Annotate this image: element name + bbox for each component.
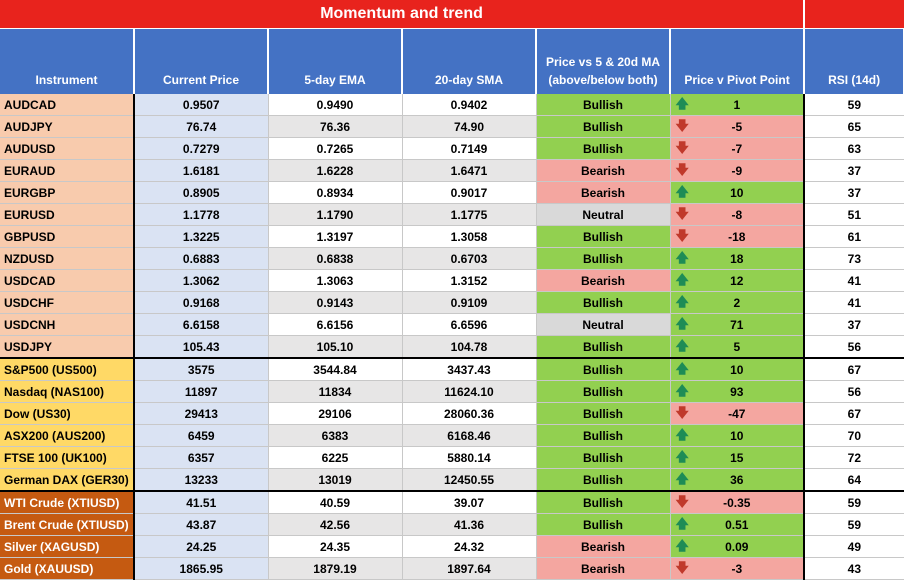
ema-cell: 105.10 — [268, 336, 402, 359]
pivot-value: 0.51 — [725, 517, 749, 532]
ma-signal-cell: Bearish — [536, 160, 670, 182]
header-instrument[interactable]: Instrument — [0, 29, 134, 95]
pivot-cell — [670, 204, 804, 226]
sma-cell: 0.9017 — [402, 182, 536, 204]
table-row[interactable] — [0, 226, 904, 248]
pivot-value: 36 — [730, 472, 744, 487]
ema-cell: 6.6156 — [268, 314, 402, 336]
ma-signal-cell: Bullish — [536, 336, 670, 359]
ma-signal-cell: Bearish — [536, 270, 670, 292]
current-price-cell: 0.6883 — [134, 248, 268, 270]
ema-cell: 0.8934 — [268, 182, 402, 204]
current-price-cell: 0.8905 — [134, 182, 268, 204]
instrument-cell: EURAUD — [0, 160, 134, 182]
current-price-cell: 76.74 — [134, 116, 268, 138]
title-filler — [804, 0, 904, 29]
table-row[interactable] — [0, 204, 904, 226]
pivot-value: -7 — [731, 141, 743, 156]
ma-signal-cell: Neutral — [536, 204, 670, 226]
current-price-cell: 1.1778 — [134, 204, 268, 226]
table-row[interactable] — [0, 491, 904, 514]
sma-cell: 5880.14 — [402, 447, 536, 469]
arrow-down-icon: 🡇 — [675, 206, 689, 221]
table-row[interactable] — [0, 403, 904, 425]
arrow-up-icon: 🡅 — [675, 538, 689, 553]
rsi-cell: 51 — [804, 204, 904, 226]
pivot-cell — [670, 292, 804, 314]
pivot-cell — [670, 226, 804, 248]
current-price-cell: 6.6158 — [134, 314, 268, 336]
table-row[interactable] — [0, 314, 904, 336]
table-row[interactable] — [0, 116, 904, 138]
table-row[interactable] — [0, 292, 904, 314]
sma-cell: 6168.46 — [402, 425, 536, 447]
pivot-cell — [670, 138, 804, 160]
table-row[interactable] — [0, 182, 904, 204]
ma-signal-cell: Bullish — [536, 292, 670, 314]
current-price-cell: 1.3225 — [134, 226, 268, 248]
rsi-cell: 37 — [804, 182, 904, 204]
table-row[interactable] — [0, 447, 904, 469]
pivot-cell — [670, 358, 804, 381]
current-price-cell: 41.51 — [134, 491, 268, 514]
ema-cell: 6225 — [268, 447, 402, 469]
rsi-cell: 59 — [804, 491, 904, 514]
pivot-value: 10 — [730, 362, 744, 377]
ma-signal-cell: Bullish — [536, 116, 670, 138]
pivot-cell — [670, 336, 804, 359]
instrument-cell: Dow (US30) — [0, 403, 134, 425]
pivot-value: 10 — [730, 428, 744, 443]
ema-cell: 1.3063 — [268, 270, 402, 292]
ema-cell: 1879.19 — [268, 558, 402, 580]
pivot-value: -3 — [731, 561, 743, 576]
arrow-up-icon: 🡅 — [675, 471, 689, 486]
sma-cell: 11624.10 — [402, 381, 536, 403]
ma-signal-cell: Bullish — [536, 514, 670, 536]
ma-signal-cell: Bullish — [536, 447, 670, 469]
instrument-cell: USDCAD — [0, 270, 134, 292]
ma-signal-cell: Bullish — [536, 403, 670, 425]
pivot-value: 12 — [730, 273, 744, 288]
header-20day-sma[interactable]: 20-day SMA — [402, 29, 536, 95]
ma-signal-cell: Bullish — [536, 226, 670, 248]
header-5day-ema[interactable]: 5-day EMA — [268, 29, 402, 95]
pivot-cell — [670, 116, 804, 138]
instrument-cell: AUDUSD — [0, 138, 134, 160]
ma-signal-cell: Bullish — [536, 491, 670, 514]
ema-cell: 6383 — [268, 425, 402, 447]
table-row[interactable] — [0, 160, 904, 182]
current-price-cell: 0.9168 — [134, 292, 268, 314]
header-price-vs-ma-line2: (above/below both) — [548, 73, 658, 87]
sma-cell: 39.07 — [402, 491, 536, 514]
pivot-value: -0.35 — [723, 495, 751, 510]
table-row[interactable] — [0, 270, 904, 292]
pivot-value: 2 — [733, 295, 741, 310]
sma-cell: 1.1775 — [402, 204, 536, 226]
pivot-cell — [670, 447, 804, 469]
ma-signal-cell: Bullish — [536, 469, 670, 492]
ma-signal-cell: Bullish — [536, 248, 670, 270]
instrument-cell: EURGBP — [0, 182, 134, 204]
instrument-cell: NZDUSD — [0, 248, 134, 270]
table-row[interactable] — [0, 514, 904, 536]
pivot-value: -18 — [728, 229, 746, 244]
rsi-cell: 70 — [804, 425, 904, 447]
current-price-cell: 6357 — [134, 447, 268, 469]
ema-cell: 3544.84 — [268, 358, 402, 381]
ema-cell: 76.36 — [268, 116, 402, 138]
pivot-cell — [670, 558, 804, 580]
sma-cell: 104.78 — [402, 336, 536, 359]
arrow-up-icon: 🡅 — [675, 361, 689, 376]
pivot-cell — [670, 94, 804, 116]
rsi-cell: 37 — [804, 160, 904, 182]
ma-signal-cell: Bullish — [536, 381, 670, 403]
arrow-down-icon: 🡇 — [675, 560, 689, 575]
arrow-down-icon: 🡇 — [675, 405, 689, 420]
pivot-cell — [670, 491, 804, 514]
arrow-up-icon: 🡅 — [675, 96, 689, 111]
sma-cell: 0.9109 — [402, 292, 536, 314]
ema-cell: 1.3197 — [268, 226, 402, 248]
sma-cell: 1897.64 — [402, 558, 536, 580]
pivot-value: 1 — [733, 97, 741, 112]
ma-signal-cell: Bullish — [536, 138, 670, 160]
rsi-cell: 72 — [804, 447, 904, 469]
arrow-up-icon: 🡅 — [675, 272, 689, 287]
instrument-cell: USDCHF — [0, 292, 134, 314]
instrument-cell: GBPUSD — [0, 226, 134, 248]
pivot-cell — [670, 403, 804, 425]
rsi-cell: 37 — [804, 314, 904, 336]
rsi-cell: 56 — [804, 336, 904, 359]
rsi-cell: 49 — [804, 536, 904, 558]
instrument-cell: AUDCAD — [0, 94, 134, 116]
arrow-up-icon: 🡅 — [675, 338, 689, 353]
pivot-value: -9 — [731, 163, 743, 178]
ema-cell: 13019 — [268, 469, 402, 492]
header-price-vs-ma-line1: Price vs 5 & 20d MA — [545, 55, 661, 69]
header-price-vs-pivot[interactable]: Price v Pivot Point — [670, 29, 804, 95]
current-price-cell: 105.43 — [134, 336, 268, 359]
header-rsi[interactable]: RSI (14d) — [804, 29, 904, 95]
pivot-value: 18 — [730, 251, 744, 266]
ma-signal-cell: Bullish — [536, 425, 670, 447]
instrument-cell: AUDJPY — [0, 116, 134, 138]
pivot-value: -8 — [731, 207, 743, 222]
pivot-value: -47 — [728, 406, 746, 421]
pivot-value: 93 — [730, 384, 744, 399]
sma-cell: 1.3058 — [402, 226, 536, 248]
pivot-value: 10 — [730, 185, 744, 200]
pivot-value: 15 — [730, 450, 744, 465]
table-row[interactable] — [0, 558, 904, 580]
pivot-cell — [670, 425, 804, 447]
table-title: Momentum and trend — [0, 0, 804, 29]
ema-cell: 0.9143 — [268, 292, 402, 314]
current-price-cell: 29413 — [134, 403, 268, 425]
table-row[interactable] — [0, 469, 904, 492]
rsi-cell: 73 — [804, 248, 904, 270]
pivot-value: 5 — [733, 339, 741, 354]
table-row[interactable] — [0, 358, 904, 381]
arrow-up-icon: 🡅 — [675, 184, 689, 199]
current-price-cell: 0.9507 — [134, 94, 268, 116]
pivot-value: 0.09 — [725, 539, 749, 554]
instrument-cell: EURUSD — [0, 204, 134, 226]
rsi-cell: 65 — [804, 116, 904, 138]
pivot-cell — [670, 536, 804, 558]
arrow-up-icon: 🡅 — [675, 383, 689, 398]
current-price-cell: 13233 — [134, 469, 268, 492]
table-row[interactable] — [0, 94, 904, 116]
arrow-down-icon: 🡇 — [675, 494, 689, 509]
arrow-down-icon: 🡇 — [675, 118, 689, 133]
arrow-down-icon: 🡇 — [675, 228, 689, 243]
instrument-cell: USDJPY — [0, 336, 134, 359]
current-price-cell: 1.3062 — [134, 270, 268, 292]
ma-signal-cell: Bullish — [536, 94, 670, 116]
pivot-cell — [670, 381, 804, 403]
table-row[interactable] — [0, 536, 904, 558]
instrument-cell: Gold (XAUUSD) — [0, 558, 134, 580]
header-price-vs-ma[interactable] — [536, 29, 670, 95]
rsi-cell: 41 — [804, 270, 904, 292]
pivot-value: 71 — [730, 317, 744, 332]
ema-cell: 0.7265 — [268, 138, 402, 160]
current-price-cell: 0.7279 — [134, 138, 268, 160]
pivot-cell — [670, 182, 804, 204]
pivot-cell — [670, 160, 804, 182]
instrument-cell: ASX200 (AUS200) — [0, 425, 134, 447]
pivot-cell — [670, 248, 804, 270]
ma-signal-cell: Neutral — [536, 314, 670, 336]
ema-cell: 0.6838 — [268, 248, 402, 270]
rsi-cell: 43 — [804, 558, 904, 580]
ema-cell: 42.56 — [268, 514, 402, 536]
arrow-up-icon: 🡅 — [675, 294, 689, 309]
rsi-cell: 64 — [804, 469, 904, 492]
rsi-cell: 67 — [804, 358, 904, 381]
rsi-cell: 59 — [804, 94, 904, 116]
rsi-cell: 67 — [804, 403, 904, 425]
ma-signal-cell: Bearish — [536, 536, 670, 558]
sma-cell: 0.7149 — [402, 138, 536, 160]
instrument-cell: USDCNH — [0, 314, 134, 336]
table-row[interactable] — [0, 425, 904, 447]
ema-cell: 11834 — [268, 381, 402, 403]
instrument-cell: WTI Crude (XTIUSD) — [0, 491, 134, 514]
rsi-cell: 59 — [804, 514, 904, 536]
instrument-cell: German DAX (GER30) — [0, 469, 134, 492]
instrument-cell: S&P500 (US500) — [0, 358, 134, 381]
instrument-cell: Brent Crude (XTIUSD) — [0, 514, 134, 536]
arrow-down-icon: 🡇 — [675, 162, 689, 177]
rsi-cell: 63 — [804, 138, 904, 160]
rsi-cell: 56 — [804, 381, 904, 403]
table-row[interactable] — [0, 381, 904, 403]
sma-cell: 6.6596 — [402, 314, 536, 336]
arrow-up-icon: 🡅 — [675, 427, 689, 442]
ema-cell: 1.1790 — [268, 204, 402, 226]
ma-signal-cell: Bearish — [536, 182, 670, 204]
table-row[interactable] — [0, 248, 904, 270]
arrow-up-icon: 🡅 — [675, 449, 689, 464]
sma-cell: 1.6471 — [402, 160, 536, 182]
current-price-cell: 3575 — [134, 358, 268, 381]
ema-cell: 1.6228 — [268, 160, 402, 182]
current-price-cell: 6459 — [134, 425, 268, 447]
current-price-cell: 1865.95 — [134, 558, 268, 580]
pivot-cell — [670, 314, 804, 336]
sma-cell: 0.6703 — [402, 248, 536, 270]
sma-cell: 12450.55 — [402, 469, 536, 492]
sma-cell: 0.9402 — [402, 94, 536, 116]
sma-cell: 28060.36 — [402, 403, 536, 425]
table-row[interactable] — [0, 138, 904, 160]
ema-cell: 0.9490 — [268, 94, 402, 116]
ma-signal-cell: Bearish — [536, 558, 670, 580]
current-price-cell: 43.87 — [134, 514, 268, 536]
sma-cell: 74.90 — [402, 116, 536, 138]
ema-cell: 40.59 — [268, 491, 402, 514]
sma-cell: 24.32 — [402, 536, 536, 558]
instrument-cell: Nasdaq (NAS100) — [0, 381, 134, 403]
pivot-value: -5 — [731, 119, 743, 134]
ema-cell: 29106 — [268, 403, 402, 425]
header-current-price[interactable]: Current Price — [134, 29, 268, 95]
current-price-cell: 24.25 — [134, 536, 268, 558]
pivot-cell — [670, 270, 804, 292]
arrow-up-icon: 🡅 — [675, 250, 689, 265]
sma-cell: 41.36 — [402, 514, 536, 536]
ma-signal-cell: Bullish — [536, 358, 670, 381]
sma-cell: 1.3152 — [402, 270, 536, 292]
current-price-cell: 1.6181 — [134, 160, 268, 182]
instrument-cell: FTSE 100 (UK100) — [0, 447, 134, 469]
table-row[interactable] — [0, 336, 904, 359]
pivot-cell — [670, 514, 804, 536]
pivot-cell — [670, 469, 804, 492]
sma-cell: 3437.43 — [402, 358, 536, 381]
arrow-up-icon: 🡅 — [675, 516, 689, 531]
instrument-cell: Silver (XAGUSD) — [0, 536, 134, 558]
ema-cell: 24.35 — [268, 536, 402, 558]
rsi-cell: 61 — [804, 226, 904, 248]
arrow-down-icon: 🡇 — [675, 140, 689, 155]
rsi-cell: 41 — [804, 292, 904, 314]
arrow-up-icon: 🡅 — [675, 316, 689, 331]
current-price-cell: 11897 — [134, 381, 268, 403]
